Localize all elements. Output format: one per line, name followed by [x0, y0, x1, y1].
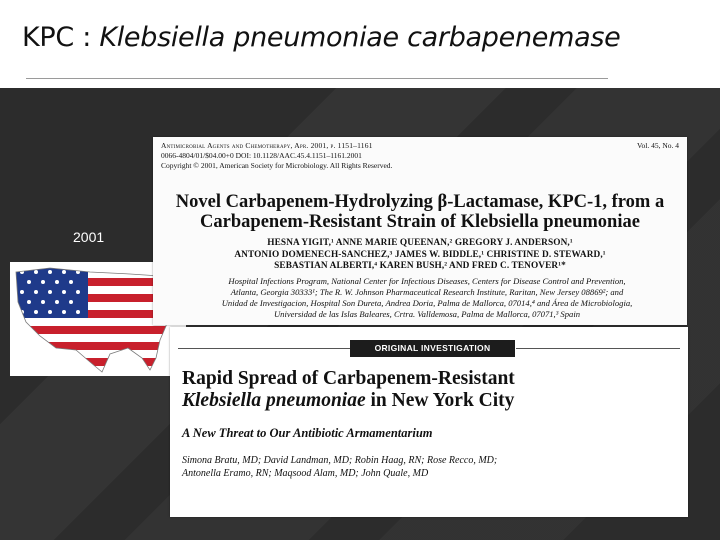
paper1-authors-line2: ANTONIO DOMENECH-SANCHEZ,³ JAMES W. BIDDLE,¹ CHRISTINE D. STEWARD,¹ — [234, 249, 606, 260]
paper2-title-rest: in New York City — [365, 390, 515, 411]
paper2-authors-line2: Antonella Eramo, RN; Maqsood Alam, MD; John Quale, MD — [182, 467, 429, 479]
paper1-affil-line3: Unidad de Investigacion, Hospital Son Dureta, Andrea Doria, Palma de Mallorca, 07014,⁴ and Área de Microbiologia, — [221, 298, 633, 308]
slide-title — [22, 22, 620, 53]
title-divider — [26, 78, 608, 79]
paper1-affil-line4: Universidad de las Islas Baleares, Crtra. Valldemosa, Palma de Mallorca, 07071,³ Spain — [273, 309, 581, 319]
paper2-title — [182, 368, 682, 412]
paper2-title-line1: Rapid Spread of Carbapenem-Resistant — [182, 368, 515, 389]
paper2-subtitle: A New Threat to Our Antibiotic Armamentarium — [182, 426, 433, 440]
paper-clipping-kpc1 — [153, 137, 687, 325]
paper1-authors-line3: SEBASTIAN ALBERTI,⁴ KAREN BUSH,² AND FRED C. TENOVER¹* — [274, 261, 566, 271]
slide-title-prefix: KPC : — [22, 22, 100, 53]
paper2-authors — [182, 455, 682, 480]
paper1-title-line2: Carbapenem-Resistant Strain of Klebsiella pneumoniae — [200, 212, 640, 232]
badge-rule-right — [516, 348, 680, 349]
slide-title-italic: Klebsiella pneumoniae carbapenemase — [99, 22, 621, 53]
paper1-authors — [153, 238, 687, 273]
journal-citation: Antimicrobial Agents and Chemotherapy, Apr. 2001, p. 1151–1161 — [161, 141, 373, 150]
paper-clipping-nyc — [170, 327, 688, 517]
badge-rule-left — [178, 348, 350, 349]
original-investigation-badge: ORIGINAL INVESTIGATION — [350, 340, 515, 357]
paper1-affil-line1: Hospital Infections Program, National Center for Infectious Diseases, Centers for Disease Control and Prevention, — [228, 276, 626, 286]
paper1-title-line1: Novel Carbapenem-Hydrolyzing β-Lactamase, KPC-1, from a — [175, 192, 665, 212]
journal-doi: 0066-4804/01/$04.00+0 DOI: 10.1128/AAC.45.4.1151–1161.2001 — [161, 151, 362, 160]
journal-copyright: Copyright © 2001, American Society for Microbiology. All Rights Reserved. — [161, 161, 393, 170]
journal-volume: Vol. 45, No. 4 — [637, 141, 679, 150]
paper1-authors-line1: HESNA YIGIT,¹ ANNE MARIE QUEENAN,² GREGORY J. ANDERSON,¹ — [267, 238, 573, 248]
paper1-affil-line2: Atlanta, Georgia 30333¹; The R. W. Johnson Pharmaceutical Research Institute, Raritan, New Jersey 08869²; and — [230, 287, 624, 297]
paper1-title — [153, 192, 687, 232]
year-label: 2001 — [73, 229, 105, 245]
paper2-title-organism: Klebsiella pneumoniae — [182, 390, 366, 411]
paper1-affiliations — [189, 276, 665, 320]
paper2-title-line2 — [182, 390, 682, 412]
paper2-authors-line1: Simona Bratu, MD; David Landman, MD; Robin Haag, RN; Rose Recco, MD; — [182, 455, 498, 466]
